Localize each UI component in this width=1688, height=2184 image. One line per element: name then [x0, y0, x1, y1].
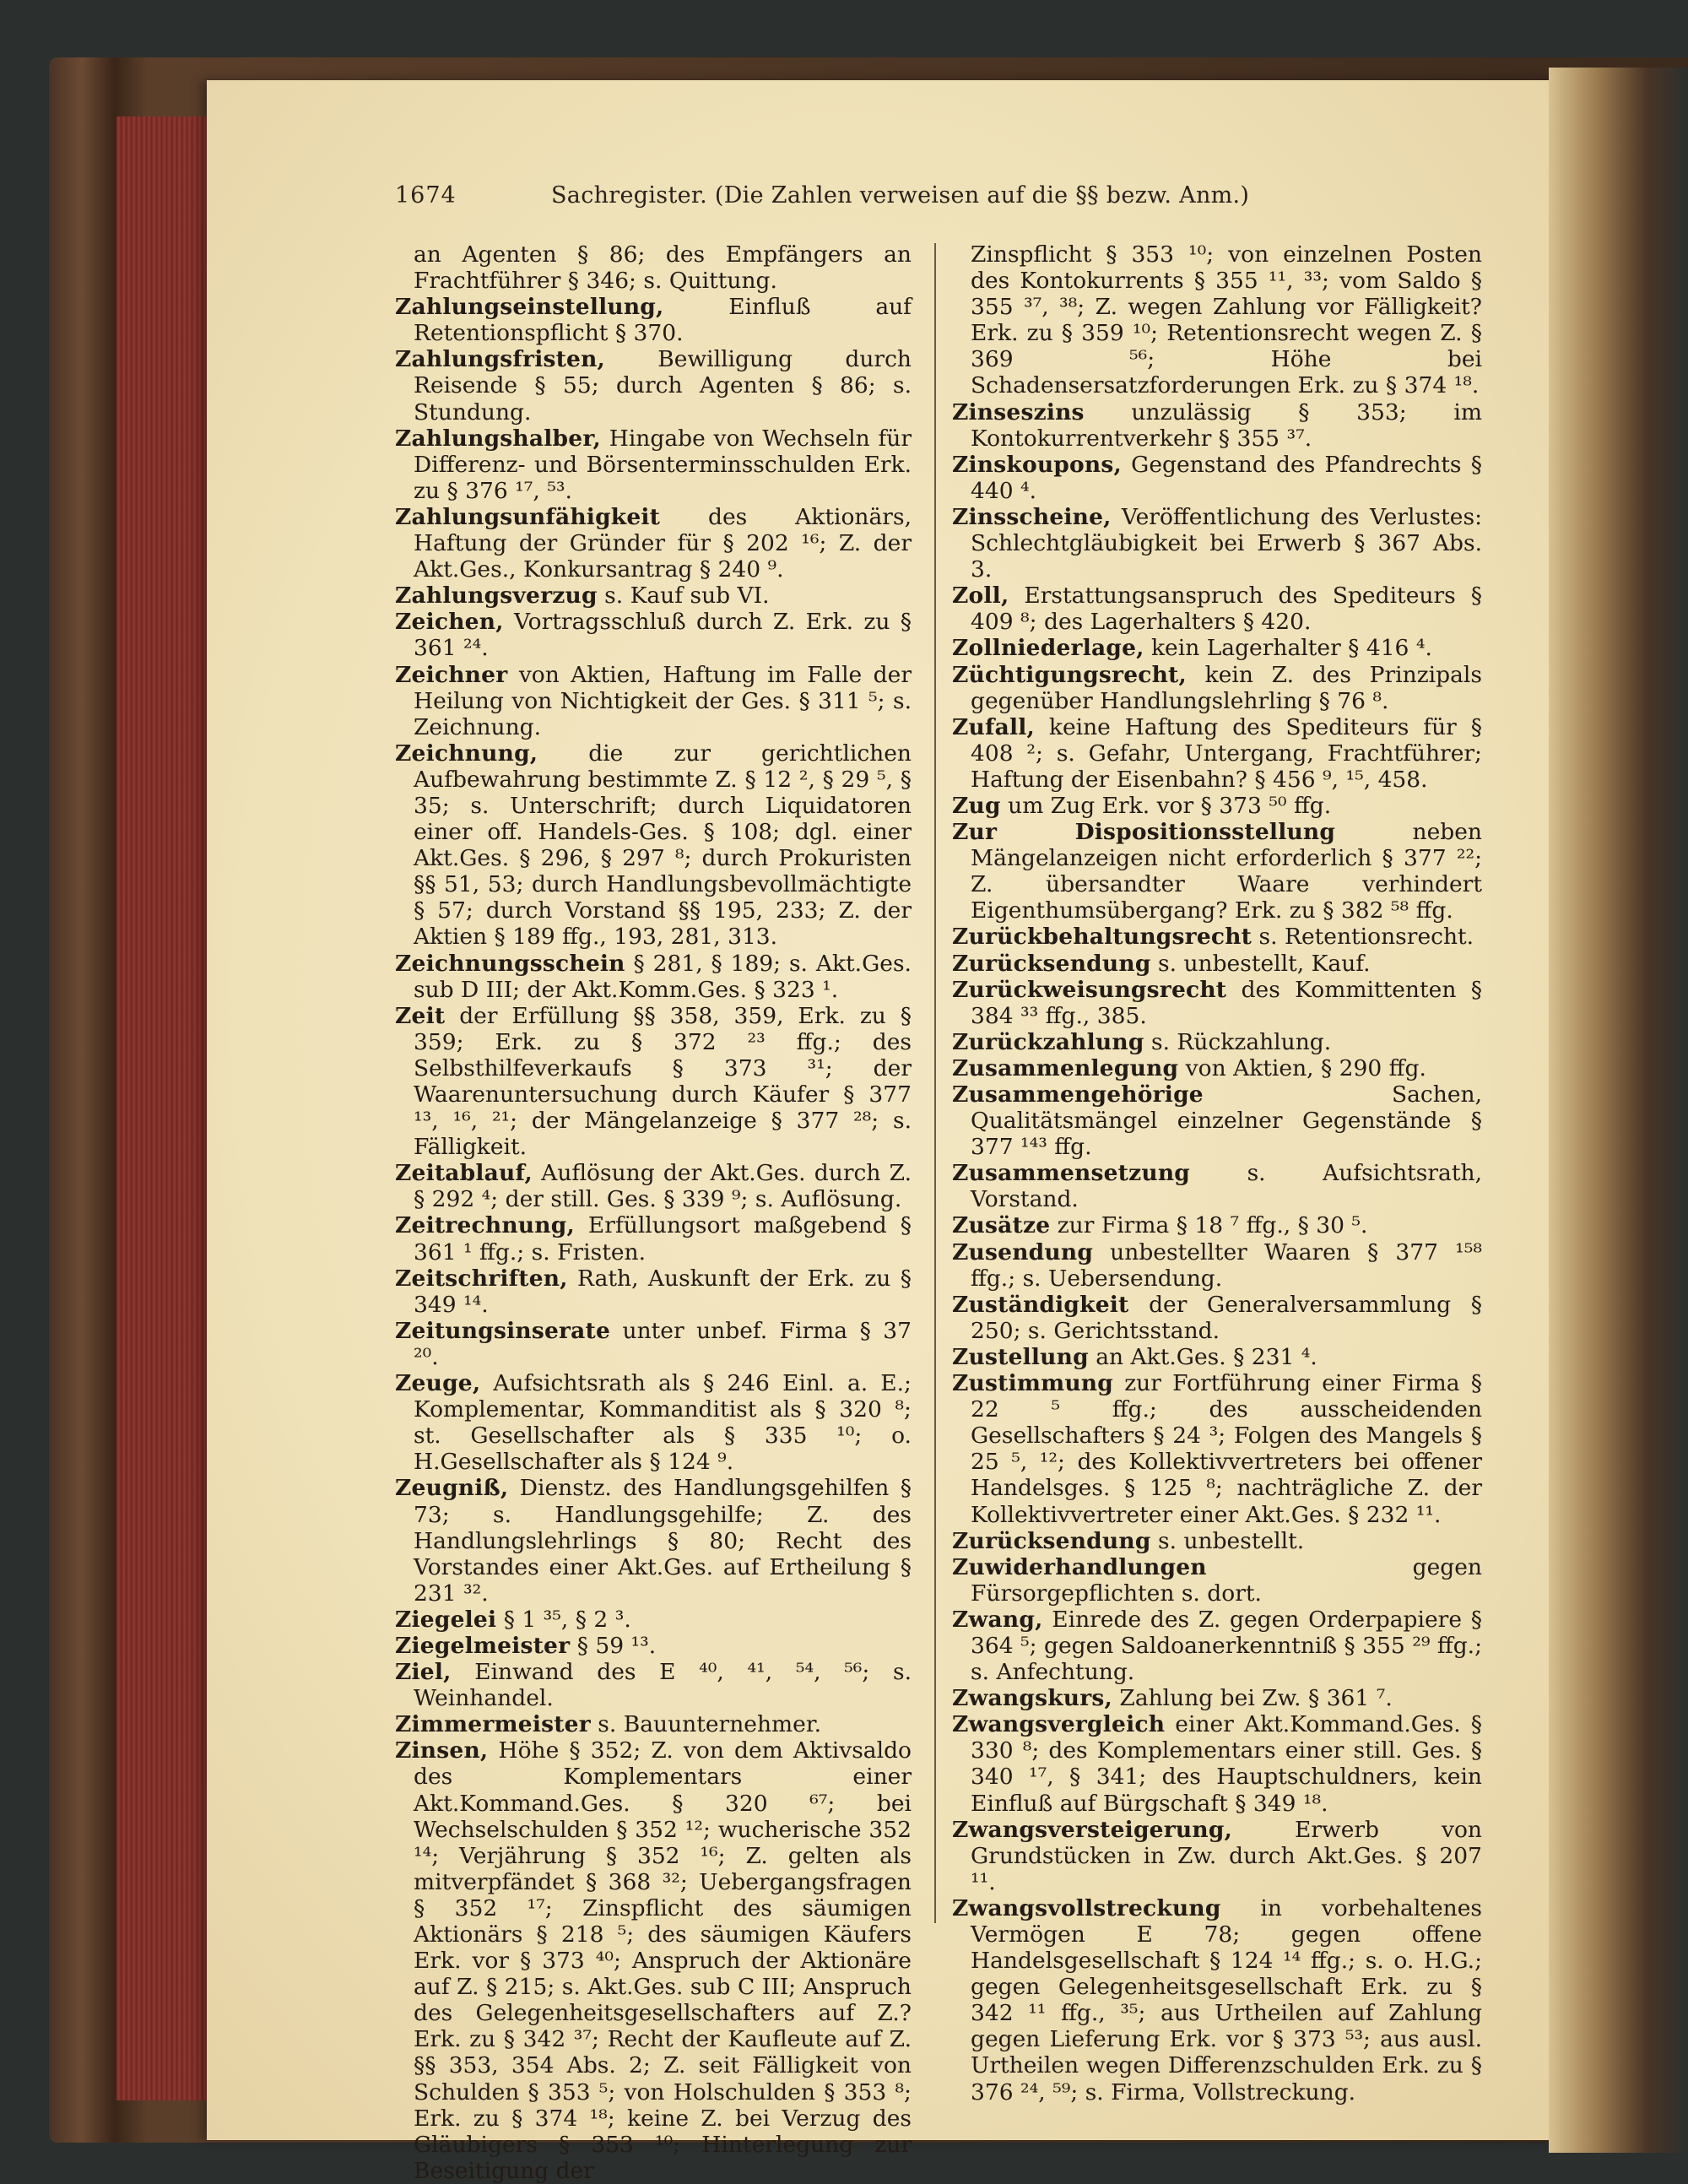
index-entry	[952, 924, 1482, 950]
index-text: unter unbef. Firma § 37 ²⁰.	[414, 1317, 912, 1370]
index-entry	[952, 1607, 1482, 1685]
index-text: unzulässig § 353; im Kontokurrentverkehr § 355 ³⁷.	[971, 398, 1482, 452]
index-term: Zeit	[395, 1002, 446, 1029]
index-text: kein Lagerhalter § 416 ⁴.	[1144, 635, 1432, 662]
index-text: der Generalversammlung § 250; s. Gerichtsstand.	[971, 1291, 1482, 1344]
index-entry	[952, 452, 1482, 504]
index-text: s. unbestellt, Kauf.	[1150, 950, 1371, 977]
index-text: der Erfüllung §§ 358, 359, Erk. zu § 359; Erk. zu § 372 ²³ ffg.; des Selbsthilfeverkaufs § 373 ³¹; der Waarenuntersuchung durch Käufer § 377 ¹³, ¹⁶, ²¹; der Mängelanzeige § 377 ²⁸; s. Fälligkeit.	[414, 1002, 912, 1161]
index-entry	[952, 1055, 1482, 1081]
index-entry	[395, 241, 912, 294]
index-text: an Akt.Ges. § 231 ⁴.	[1088, 1343, 1317, 1370]
index-term: Zinsscheine,	[952, 503, 1112, 530]
index-term: Zusammensetzung	[952, 1160, 1191, 1187]
index-term: Zwang,	[952, 1606, 1043, 1633]
index-term: Zeichen,	[395, 609, 504, 636]
index-entry	[395, 662, 912, 740]
index-text: s. Bauunternehmer.	[590, 1711, 822, 1738]
index-term: Zwangsversteigerung,	[952, 1816, 1232, 1843]
index-entry	[395, 1475, 912, 1606]
index-term: Zwangskurs,	[952, 1685, 1112, 1712]
index-text: unbestellter Waaren § 377 ¹⁵⁸ ffg.; s. Uebersendung.	[971, 1238, 1482, 1292]
index-term: Zustimmung	[952, 1370, 1113, 1397]
index-term: Zusendung	[952, 1238, 1094, 1265]
index-text: an Agenten § 86; des Empfängers an Frachtführer § 346; s. Quittung.	[414, 241, 912, 295]
index-text: Erwerb von Grundstücken in Zw. durch Akt.Ges. § 207 ¹¹.	[971, 1816, 1482, 1895]
index-entry	[952, 504, 1482, 583]
index-entry	[952, 1554, 1482, 1607]
index-entry	[952, 1817, 1482, 1895]
index-term: Zahlungseinstellung,	[395, 294, 664, 321]
index-text: Vortragsschluß durch Z. Erk. zu § 361 ²⁴.	[414, 609, 912, 662]
index-text: gegen Fürsorgepflichten s. dort.	[971, 1553, 1482, 1607]
page-number: 1674	[395, 182, 457, 209]
index-text: Veröffentlichung des Verlustes: Schlechtgläubigkeit bei Erwerb § 367 Abs. 3.	[971, 503, 1482, 583]
index-entry	[952, 1081, 1482, 1160]
column-divider	[934, 243, 936, 1923]
index-entry	[395, 1633, 912, 1659]
index-term: Zeitschriften,	[395, 1265, 568, 1292]
index-text: von Aktien, Haftung im Falle der Heilung von Nichtigkeit der Ges. § 311 ⁵; s. Zeichnung.	[414, 661, 912, 740]
index-entry	[395, 1607, 912, 1633]
index-column-right	[952, 241, 1482, 2105]
index-term: Zimmermeister	[395, 1711, 591, 1738]
index-term: Zurückzahlung	[952, 1028, 1144, 1055]
index-term: Zurücksendung	[952, 1527, 1151, 1554]
index-entry	[952, 793, 1482, 819]
index-entry	[952, 1239, 1482, 1292]
index-term: Zustellung	[952, 1343, 1089, 1370]
index-text: zur Firma § 18 ⁷ ffg., § 30 ⁵.	[1050, 1212, 1368, 1239]
index-term: Zeichnungsschein	[395, 950, 625, 977]
index-term: Zurückbehaltungsrecht	[952, 924, 1252, 951]
index-text: Gegenstand des Pfandrechts § 440 ⁴.	[971, 451, 1482, 504]
index-text: Aufsichtsrath als § 246 Einl. a. E.; Komplementar, Kommanditist als § 320 ⁸; st. Gesellschafter als § 335 ¹⁰; o. H.Gesellschafter als § 124 ⁹.	[414, 1370, 912, 1476]
index-term: Zahlungshalber,	[395, 425, 601, 452]
index-term: Zusammenlegung	[952, 1054, 1179, 1081]
index-text: s. unbestellt.	[1150, 1527, 1305, 1554]
index-term: Ziegelmeister	[395, 1632, 571, 1659]
index-text: Sachen, Qualitätsmängel einzelner Gegenstände § 377 ¹⁴³ ffg.	[971, 1081, 1482, 1161]
index-text: Einfluß auf Retentionspflicht § 370.	[414, 294, 912, 347]
index-term: Zinseszins	[952, 398, 1085, 425]
index-entry	[395, 1160, 912, 1212]
index-entry	[952, 977, 1482, 1029]
index-entry	[952, 1292, 1482, 1344]
index-text: Auflösung der Akt.Ges. durch Z. § 292 ⁴; der still. Ges. § 339 ⁹; s. Auflösung.	[414, 1160, 912, 1213]
index-text: um Zug Erk. vor § 373 ⁵⁰ ffg.	[1000, 792, 1332, 819]
index-entry	[395, 1737, 912, 2184]
index-text: Zahlung bei Zw. § 361 ⁷.	[1112, 1685, 1393, 1712]
index-term: Züchtigungsrecht,	[952, 661, 1187, 688]
index-entry	[952, 819, 1482, 924]
index-text: § 59 ¹³.	[570, 1632, 657, 1659]
index-entry	[952, 241, 1482, 399]
index-entry	[395, 583, 912, 609]
index-entry	[952, 635, 1482, 661]
index-text: Einrede des Z. gegen Orderpapiere § 364 ⁵; gegen Saldoanerkenntniß § 355 ²⁹ ffg.; s. Anfechtung.	[971, 1606, 1483, 1686]
index-text: Zinspflicht § 353 ¹⁰; von einzelnen Posten des Kontokurrents § 355 ¹¹, ³³; vom Saldo § 355 ³⁷, ³⁸; Z. wegen Zahlung vor Fälligkeit? Erk. zu § 359 ¹⁰; Retentionsrecht wegen Z. § 369 ⁵⁶; Höhe bei Schadensersatzforderungen Erk. zu § 374 ¹⁸.	[971, 241, 1482, 399]
index-text: kein Z. des Prinzipals gegenüber Handlungslehrling § 76 ⁸.	[971, 661, 1482, 714]
index-term: Zoll,	[952, 583, 1009, 610]
index-entry	[952, 1344, 1482, 1370]
index-entry	[952, 951, 1482, 977]
index-entry	[395, 1318, 912, 1370]
index-text: des Kommittenten § 384 ³³ ffg., 385.	[971, 976, 1482, 1029]
index-entry	[952, 714, 1482, 793]
index-term: Zuwiderhandlungen	[952, 1553, 1207, 1580]
index-text: Bewilligung durch Reisende § 55; durch Agenten § 86; s. Stundung.	[414, 346, 912, 425]
index-text: des Aktionärs, Haftung der Gründer für § 202 ¹⁶; Z. der Akt.Ges., Konkursantrag § 240 ⁹.	[414, 503, 912, 583]
index-entry	[952, 662, 1482, 714]
index-entry	[395, 1659, 912, 1711]
index-term: Zurücksendung	[952, 950, 1151, 977]
index-entry	[952, 1029, 1482, 1055]
index-text: von Aktien, § 290 ffg.	[1178, 1054, 1426, 1081]
index-entry	[952, 583, 1482, 635]
index-term: Zinsen,	[395, 1737, 489, 1764]
index-entry	[952, 1212, 1482, 1238]
index-term: Zeichnung,	[395, 740, 538, 767]
index-term: Zinskoupons,	[952, 451, 1122, 478]
book-gutter	[1549, 68, 1688, 2153]
index-entry	[395, 1212, 912, 1265]
index-entry	[395, 294, 912, 346]
index-entry	[952, 1528, 1482, 1554]
index-text: § 281, § 189; s. Akt.Ges. sub D III; der Akt.Komm.Ges. § 323 ¹.	[414, 950, 912, 1003]
index-entry	[952, 1160, 1482, 1212]
index-text: s. Kauf sub VI.	[597, 583, 770, 610]
index-entry	[395, 1711, 912, 1737]
index-term: Zwangsvergleich	[952, 1711, 1166, 1738]
index-term: Zeitablauf,	[395, 1160, 533, 1187]
index-term: Ziegelei	[395, 1606, 497, 1633]
index-text: s. Retentionsrecht.	[1252, 924, 1474, 951]
index-text: Hingabe von Wechseln für Differenz- und Börsenterminsschulden Erk. zu § 376 ¹⁷, ⁵³.	[414, 425, 912, 504]
index-entry	[395, 1003, 912, 1161]
index-text: neben Mängelanzeigen nicht erforderlich § 377 ²²; Z. übersandter Waare verhindert Eigenthumsübergang? Erk. zu § 382 ⁵⁸ ffg.	[971, 819, 1482, 924]
index-text: keine Haftung des Spediteurs für § 408 ²; s. Gefahr, Untergang, Frachtführer; Haftung der Eisenbahn? § 456 ⁹, ¹⁵, 458.	[971, 713, 1482, 793]
index-text: Erstattungsanspruch des Spediteurs § 409 ⁸; des Lagerhalters § 420.	[971, 583, 1482, 636]
index-term: Zeugniß,	[395, 1475, 509, 1502]
index-entry	[395, 609, 912, 661]
index-text: die zur gerichtlichen Aufbewahrung bestimmte Z. § 12 ², § 29 ⁵, § 35; s. Unterschrift; durch Liquidatoren einer off. Handels-Ges. § 108; dgl. einer Akt.Ges. § 296, § 297 ⁸; durch Prokuristen §§ 51, 53; durch Handlungsbevollmächtigte § 57; durch Vorstand §§ 195, 233; Z. der Aktien § 189 ffg., 193, 281, 313.	[414, 740, 912, 951]
index-text: Dienstz. des Handlungsgehilfen § 73; s. Handlungsgehilfe; Z. des Handlungslehrlings § 80; Recht des Vorstandes einer Akt.Ges. auf Ertheilung § 231 ³².	[414, 1475, 912, 1607]
index-text: Einwand des E ⁴⁰, ⁴¹, ⁵⁴, ⁵⁶; s. Weinhandel.	[414, 1659, 912, 1712]
index-entry	[952, 399, 1482, 452]
index-entry	[395, 1370, 912, 1475]
index-term: Zurückweisungsrecht	[952, 976, 1227, 1003]
running-title: Sachregister. (Die Zahlen verweisen auf die §§ bezw. Anm.)	[551, 182, 1250, 209]
index-entry	[395, 504, 912, 583]
index-term: Zeitrechnung,	[395, 1212, 575, 1239]
index-text: zur Fortführung einer Firma § 22 ⁵ ffg.; des ausscheidenden Gesellschafters § 24 ³; Folgen des Mangels § 25 ⁵, ¹²; des Kollektivvertreters bei offener Handelsges. § 125 ⁸; nachträgliche Z. der Kollektivvertreter einer Akt.Ges. § 232 ¹¹.	[971, 1370, 1482, 1528]
index-entry	[395, 740, 912, 951]
index-text: in vorbehaltenes Vermögen E 78; gegen offene Handelsgesellschaft § 124 ¹⁴ ffg.; s. o. H.G.; gegen Gelegenheitsgesellschaft Erk. zu § 342 ¹¹ ffg., ³⁵; aus Urtheilen auf Zahlung gegen Lieferung Erk. vor § 373 ⁵³; aus ausl. Urtheilen wegen Differenzschulden Erk. zu § 376 ²⁴, ⁵⁹; s. Firma, Vollstreckung.	[971, 1894, 1482, 2105]
index-entry	[395, 951, 912, 1003]
index-term: Zusätze	[952, 1212, 1051, 1239]
index-entry	[395, 425, 912, 504]
index-term: Zusammengehörige	[952, 1081, 1204, 1108]
index-text: einer Akt.Kommand.Ges. § 330 ⁸; des Komplementars einer still. Ges. § 340 ¹⁷, § 341; des Hauptschuldners, kein Einfluß auf Bürgschaft § 349 ¹⁸.	[971, 1711, 1482, 1817]
page-header	[395, 179, 1307, 213]
index-term: Zeuge,	[395, 1370, 481, 1397]
index-entry	[952, 1895, 1482, 2105]
index-text: Höhe § 352; Z. von dem Aktivsaldo des Komplementars einer Akt.Kommand.Ges. § 320 ⁶⁷; bei Wechselschulden § 352 ¹²; wucherische 352 ¹⁴; Verjährung § 352 ¹⁶; Z. gelten als mitverpfändet § 368 ³²; Uebergangsfragen § 352 ¹⁷; Zinspflicht des säumigen Aktionärs § 218 ⁵; des säumigen Käufers Erk. vor § 373 ⁴⁰; Anspruch der Aktionäre auf Z. § 215; s. Akt.Ges. sub C III; Anspruch des Gelegenheitsgesellschafters auf Z.? Erk. zu § 342 ³⁷; Recht der Kaufleute auf Z. §§ 353, 354 Abs. 2; Z. seit Fälligkeit von Schulden § 353 ⁵; von Holschulden § 353 ⁸; Erk. zu § 374 ¹⁸; keine Z. bei Verzug des Gläubigers § 353 ¹⁰; Hinterlegung zur Beseitigung der	[414, 1737, 912, 2184]
index-entry	[395, 346, 912, 425]
index-entry	[952, 1370, 1482, 1528]
index-term: Zwangsvollstreckung	[952, 1894, 1221, 1921]
index-entry	[395, 1265, 912, 1318]
index-term: Zahlungsfristen,	[395, 346, 605, 373]
index-term: Ziel,	[395, 1659, 452, 1686]
index-term: Zug	[952, 792, 1001, 819]
index-term: Zeitungsinserate	[395, 1317, 611, 1344]
index-entry	[952, 1711, 1482, 1816]
index-column-left	[395, 241, 912, 2184]
index-term: Zuständigkeit	[952, 1291, 1129, 1318]
index-term: Zollniederlage,	[952, 635, 1144, 662]
index-term: Zufall,	[952, 713, 1035, 740]
index-term: Zahlungsverzug	[395, 583, 598, 610]
index-text: s. Aufsichtsrath, Vorstand.	[971, 1160, 1482, 1213]
index-entry	[952, 1685, 1482, 1711]
index-term: Zur Dispositionsstellung	[952, 819, 1336, 846]
index-text: Erfüllungsort maßgebend § 361 ¹ ffg.; s. Fristen.	[414, 1212, 912, 1265]
index-text: Rath, Auskunft der Erk. zu § 349 ¹⁴.	[414, 1265, 912, 1318]
index-text: § 1 ³⁵, § 2 ³.	[496, 1606, 631, 1633]
index-text: s. Rückzahlung.	[1144, 1028, 1332, 1055]
index-term: Zahlungsunfähigkeit	[395, 503, 661, 530]
index-term: Zeichner	[395, 661, 508, 688]
